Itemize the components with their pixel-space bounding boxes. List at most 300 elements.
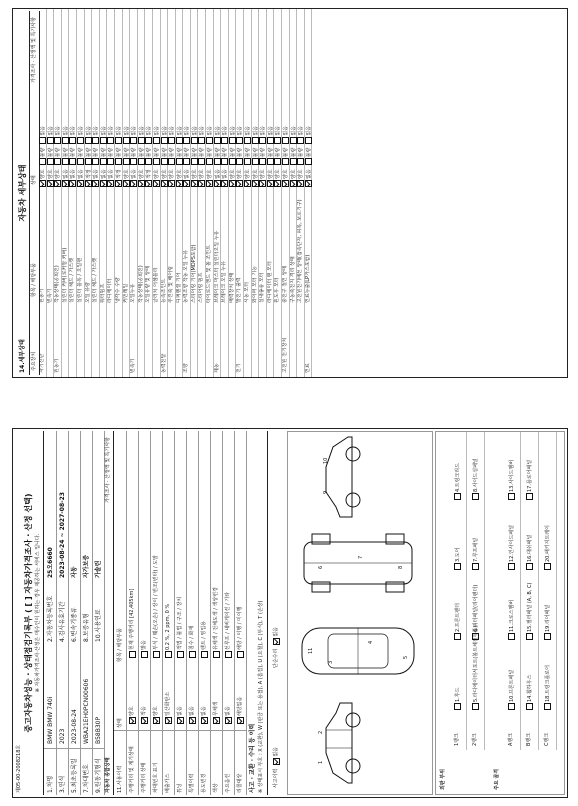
- frame-title: 주요 골격: [494, 768, 500, 790]
- detail-alt-checkbox[interactable]: [244, 137, 251, 144]
- detail-option-text: 없음: [229, 125, 236, 136]
- detail-status-text: 적정: [85, 169, 92, 179]
- rank-checkbox[interactable]: [544, 703, 551, 710]
- car-diagram-area: [287, 431, 433, 795]
- detail-option-text: 없음: [207, 125, 214, 136]
- detail-option-text: 불량: [176, 147, 183, 158]
- status-value: [222, 706, 234, 731]
- detail-checkbox[interactable]: [54, 180, 61, 187]
- accident-label: 단순수리: [273, 648, 279, 668]
- status-detail-checkbox[interactable]: [141, 651, 148, 658]
- detail-status-text: 양호: [252, 169, 259, 179]
- detail-status-text: 없음: [214, 169, 221, 179]
- detail-option-text: 불량: [47, 147, 54, 158]
- detail-checkbox[interactable]: [130, 180, 137, 187]
- detail-status-text: 양호: [55, 169, 62, 179]
- detail-row: [282, 9, 290, 377]
- detail-alt-checkbox[interactable]: [107, 137, 114, 144]
- detail-checkbox[interactable]: [161, 180, 168, 187]
- detail-row: [168, 9, 176, 377]
- detail-row: [267, 9, 275, 377]
- detail-checkbox[interactable]: [115, 180, 122, 187]
- detail-checkbox[interactable]: [290, 180, 297, 187]
- status-value-text: 양호: [153, 706, 159, 716]
- rank-label: C랭크: [544, 732, 550, 746]
- detail-alt-checkbox[interactable]: [305, 137, 312, 144]
- detail-alt-checkbox[interactable]: [221, 137, 228, 144]
- doc-code: 제05-00-2008218호: [16, 744, 22, 793]
- detail-row: [290, 9, 298, 377]
- detail-alt-checkbox[interactable]: [130, 137, 137, 144]
- rank-item: [454, 688, 461, 714]
- detail-title: 자동차 세부상태: [18, 164, 27, 222]
- detail-alt-checkbox[interactable]: [176, 158, 183, 165]
- detail-alt-checkbox[interactable]: [77, 158, 84, 165]
- detail-alt-checkbox[interactable]: [290, 158, 297, 165]
- detail-status-text: 양호: [40, 169, 46, 179]
- detail-alt-checkbox[interactable]: [297, 158, 304, 165]
- detail-alt-checkbox[interactable]: [214, 158, 221, 165]
- status-checkbox[interactable]: [201, 717, 208, 724]
- detail-alt-checkbox[interactable]: [267, 158, 274, 165]
- detail-option-text: 없음: [245, 125, 252, 136]
- detail-alt-checkbox[interactable]: [183, 137, 190, 144]
- detail-checkbox[interactable]: [62, 180, 69, 187]
- detail-checkbox[interactable]: [221, 180, 228, 187]
- basic-extra-label: 2.자동차등록번호: [46, 595, 54, 642]
- basic-label: 9.원동기형식: [92, 748, 104, 795]
- detail-checkbox[interactable]: [259, 180, 266, 187]
- status-label: 배출가스: [162, 730, 174, 795]
- detail-checkbox[interactable]: [85, 180, 92, 187]
- rank-item: [472, 538, 479, 574]
- detail-row: [130, 9, 138, 377]
- detail-item: 구동축전지 격리 상태: [289, 256, 296, 303]
- detail-row: [69, 9, 77, 377]
- detail-status-text: 양호: [207, 169, 214, 179]
- status-detail-checkbox[interactable]: [213, 651, 220, 658]
- basic-label: 7.차대번호: [80, 748, 92, 795]
- rank-item: [508, 670, 515, 714]
- detail-checkbox[interactable]: [153, 180, 160, 187]
- status-value-text: 무채색: [213, 701, 219, 716]
- detail-checkbox[interactable]: [183, 180, 190, 187]
- detail-checkbox[interactable]: [77, 180, 84, 187]
- detail-alt-checkbox[interactable]: [252, 137, 259, 144]
- detail-checkbox[interactable]: [214, 180, 221, 187]
- detail-row: [236, 9, 244, 377]
- basic-label: 5.최초등록일: [68, 748, 80, 795]
- detail-item: 클러치 어셈블리: [152, 267, 159, 303]
- accident-checkbox[interactable]: [273, 638, 280, 645]
- detail-alt-checkbox[interactable]: [214, 137, 221, 144]
- detail-checkbox[interactable]: [47, 180, 54, 187]
- detail-checkbox[interactable]: [123, 180, 130, 187]
- rank-item-label: 10.프론트패널: [509, 669, 515, 702]
- accident-checkbox[interactable]: [273, 758, 280, 765]
- detail-item: 브레이크 마스터 실린더오일 누유: [213, 230, 220, 303]
- status-checkbox[interactable]: [237, 717, 244, 724]
- detail-option-text: 불량: [153, 147, 160, 158]
- detail-option-text: 없음: [305, 125, 312, 136]
- rank-item: [526, 460, 533, 504]
- detail-checkbox[interactable]: [267, 180, 274, 187]
- detail-option-text: 불량: [131, 147, 138, 158]
- detail-checkbox[interactable]: [92, 180, 99, 187]
- rank-checkbox[interactable]: [508, 563, 515, 570]
- detail-alt-checkbox[interactable]: [176, 137, 183, 144]
- detail-checkbox[interactable]: [168, 180, 175, 187]
- diagram-number: 9: [323, 490, 329, 494]
- detail-alt-checkbox[interactable]: [244, 158, 251, 165]
- detail-status: [221, 126, 229, 191]
- detail-alt-checkbox[interactable]: [191, 158, 198, 165]
- rank-checkbox[interactable]: [508, 493, 515, 500]
- status-detail: [126, 589, 138, 665]
- detail-alt-checkbox[interactable]: [198, 158, 205, 165]
- detail-checkbox[interactable]: [236, 180, 243, 187]
- detail-item: 타이로드엔드 및 볼 조인트: [206, 245, 213, 303]
- basic-info-table: [43, 431, 104, 795]
- detail-alt-checkbox[interactable]: [168, 158, 175, 165]
- detail-alt-checkbox[interactable]: [123, 137, 130, 144]
- rank-checkbox[interactable]: [472, 493, 479, 500]
- detail-row: [305, 9, 313, 377]
- rank-divider: [556, 432, 557, 750]
- detail-alt-checkbox[interactable]: [47, 158, 54, 165]
- detail-status: [259, 126, 267, 191]
- status-detail: [138, 640, 150, 665]
- status-value: [114, 718, 126, 731]
- status-detail: [162, 604, 174, 665]
- detail-alt-checkbox[interactable]: [130, 158, 137, 165]
- detail-item: 작동상태(공회전): [54, 265, 61, 303]
- detail-checkbox[interactable]: [252, 180, 259, 187]
- status-detail: [186, 626, 198, 665]
- detail-group: 제동: [213, 363, 220, 373]
- detail-item: 등속조인트: [160, 278, 167, 303]
- detail-row: [107, 9, 115, 377]
- detail-status: [85, 126, 93, 191]
- detail-alt-checkbox[interactable]: [62, 137, 69, 144]
- detail-alt-checkbox[interactable]: [229, 137, 236, 144]
- detail-alt-checkbox[interactable]: [274, 137, 281, 144]
- detail-option-text: 불량: [275, 147, 282, 158]
- status-checkbox[interactable]: [165, 717, 172, 724]
- status-detail-checkbox[interactable]: [165, 651, 172, 658]
- status-value-text: 상태: [117, 718, 123, 728]
- detail-checkbox[interactable]: [297, 180, 304, 187]
- rank-checkbox[interactable]: [454, 703, 461, 710]
- detail-option-text: 불량: [283, 147, 289, 158]
- rank-checkbox[interactable]: [526, 633, 533, 640]
- rank-checkbox[interactable]: [454, 633, 461, 640]
- detail-alt-checkbox[interactable]: [282, 158, 289, 165]
- detail-status-text: 양호: [123, 169, 130, 179]
- status-label: 튜닝: [174, 730, 186, 795]
- detail-status-text: 양호: [290, 169, 297, 179]
- status-detail-checkbox[interactable]: [225, 651, 232, 658]
- header-status: 상태: [31, 175, 37, 185]
- detail-alt-checkbox[interactable]: [236, 158, 243, 165]
- status-value-text: 일산화탄소: [165, 691, 171, 716]
- detail-alt-checkbox[interactable]: [123, 158, 130, 165]
- detail-option-text: 불량: [252, 147, 259, 158]
- detail-alt-checkbox[interactable]: [267, 137, 274, 144]
- rank-checkbox[interactable]: [472, 633, 479, 640]
- detail-item: 동력조향 작동 오일 누유: [183, 249, 190, 303]
- status-detail-checkbox[interactable]: [129, 651, 136, 658]
- rank-checkbox[interactable]: [526, 563, 533, 570]
- detail-item: 냉각수 수량: [114, 277, 121, 303]
- detail-checkbox[interactable]: [100, 180, 107, 187]
- detail-checkbox[interactable]: [39, 180, 46, 187]
- status-value: [150, 706, 162, 731]
- detail-option-text: 불량: [298, 147, 305, 158]
- detail-option-text: 없음: [260, 125, 267, 136]
- basic-value: B58B30P: [94, 716, 102, 744]
- status-detail-text: 적법 / 불법 / 구조 / 장치: [177, 596, 183, 650]
- detail-checkbox[interactable]: [138, 180, 145, 187]
- detail-alt-checkbox[interactable]: [259, 158, 266, 165]
- rank-checkbox[interactable]: [508, 633, 515, 640]
- detail-alt-checkbox[interactable]: [145, 137, 152, 144]
- detail-checkbox[interactable]: [69, 180, 76, 187]
- detail-alt-checkbox[interactable]: [62, 158, 69, 165]
- detail-row: [274, 9, 282, 377]
- detail-item: 실린더 커버(로커암 커버): [61, 247, 68, 303]
- rank-checkbox[interactable]: [472, 563, 479, 570]
- detail-alt-checkbox[interactable]: [305, 158, 312, 165]
- status-detail-checkbox[interactable]: [201, 651, 208, 658]
- status-label: 주행거리 및 계기상태: [126, 730, 138, 795]
- detail-alt-checkbox[interactable]: [107, 158, 114, 165]
- detail-status-text: 양호: [298, 169, 305, 179]
- inspection-page-2: [12, 8, 568, 378]
- detail-alt-checkbox[interactable]: [69, 158, 76, 165]
- basic-value: BMW BMW 740i: [46, 696, 54, 744]
- detail-alt-checkbox[interactable]: [100, 158, 107, 165]
- detail-alt-checkbox[interactable]: [206, 137, 213, 144]
- detail-item: 배력장치 상태: [228, 272, 235, 303]
- detail-option-text: 없음: [298, 125, 305, 136]
- detail-status: [252, 126, 260, 191]
- status-detail-checkbox[interactable]: [177, 651, 184, 658]
- accident-item: [270, 747, 282, 791]
- rank-item: [508, 460, 515, 504]
- detail-alt-checkbox[interactable]: [259, 137, 266, 144]
- status-checkbox[interactable]: [225, 717, 232, 724]
- detail-alt-checkbox[interactable]: [153, 158, 160, 165]
- detail-checkbox[interactable]: [176, 180, 183, 187]
- status-detail: [198, 621, 210, 665]
- detail-status: [236, 126, 244, 191]
- detail-checkbox[interactable]: [206, 180, 213, 187]
- detail-status: [297, 126, 305, 191]
- detail-alt-checkbox[interactable]: [161, 158, 168, 165]
- detail-item: 발전기 출력: [236, 277, 243, 303]
- detail-status-text: 적정: [115, 169, 122, 179]
- detail-alt-checkbox[interactable]: [221, 158, 228, 165]
- status-checkbox[interactable]: [141, 717, 148, 724]
- detail-option-text: 없음: [108, 125, 115, 136]
- detail-option-text: 불량: [267, 147, 274, 158]
- detail-status: [161, 126, 169, 191]
- detail-status-text: 양호: [161, 169, 168, 179]
- detail-status: [145, 126, 153, 191]
- accident-label: 사고이력: [273, 768, 279, 788]
- detail-alt-checkbox[interactable]: [138, 158, 145, 165]
- detail-alt-checkbox[interactable]: [236, 137, 243, 144]
- rank-item: [526, 675, 533, 714]
- detail-alt-checkbox[interactable]: [69, 137, 76, 144]
- status-checkbox[interactable]: [153, 717, 160, 724]
- detail-checkbox[interactable]: [229, 180, 236, 187]
- detail-status-text: 양호: [47, 169, 54, 179]
- rank-item: [472, 585, 479, 644]
- rank-checkbox[interactable]: [472, 703, 479, 710]
- detail-status: [77, 126, 85, 191]
- detail-alt-checkbox[interactable]: [85, 137, 92, 144]
- detail-group: 동력전달: [160, 353, 167, 373]
- status-value-text: 없음: [189, 706, 195, 716]
- detail-alt-checkbox[interactable]: [168, 137, 175, 144]
- status-label: 주요옵션: [222, 730, 234, 795]
- rank-divider: [538, 432, 539, 750]
- status-detail-checkbox[interactable]: [189, 651, 196, 658]
- detail-item: 워터펌프: [99, 283, 106, 303]
- detail-alt-checkbox[interactable]: [206, 158, 213, 165]
- detail-alt-checkbox[interactable]: [297, 137, 304, 144]
- detail-item: 실내송풍 모터: [259, 272, 266, 303]
- basic-value: 2023: [58, 728, 66, 744]
- detail-option-text: 불량: [62, 147, 69, 158]
- detail-alt-checkbox[interactable]: [282, 137, 289, 144]
- status-checkbox[interactable]: [189, 717, 196, 724]
- detail-alt-checkbox[interactable]: [85, 158, 92, 165]
- status-label: 특별이력: [186, 730, 198, 795]
- detail-checkbox[interactable]: [191, 180, 198, 187]
- detail-checkbox[interactable]: [107, 180, 114, 187]
- detail-status-text: 양호: [260, 169, 267, 179]
- rank-item-label: 11.크로스멤버: [509, 599, 515, 632]
- detail-status: [206, 126, 214, 191]
- detail-row: [123, 9, 131, 377]
- detail-alt-checkbox[interactable]: [161, 137, 168, 144]
- rank-checkbox[interactable]: [508, 703, 515, 710]
- status-checkbox[interactable]: [177, 717, 184, 724]
- detail-checkbox[interactable]: [145, 180, 152, 187]
- detail-option-text: 불량: [237, 147, 244, 158]
- diagram-number: 4: [368, 640, 374, 644]
- detail-alt-checkbox[interactable]: [115, 137, 122, 144]
- detail-item: 오일유량 및 상태: [145, 266, 152, 303]
- detail-alt-checkbox[interactable]: [290, 137, 297, 144]
- detail-status-text: 양호: [138, 169, 145, 179]
- detail-alt-checkbox[interactable]: [92, 158, 99, 165]
- detail-option-text: 없음: [199, 125, 206, 136]
- detail-row: [191, 9, 199, 377]
- rank-item: [508, 600, 515, 644]
- page-title: 중고자동차성능 · 상태점검기록부 ( [ ] 자동차가격조사 · 산정 선택): [24, 493, 33, 733]
- detail-alt-checkbox[interactable]: [274, 158, 281, 165]
- detail-alt-checkbox[interactable]: [183, 158, 190, 165]
- detail-status-text: 없음: [77, 169, 84, 179]
- status-detail-checkbox[interactable]: [153, 651, 160, 658]
- detail-alt-checkbox[interactable]: [252, 158, 259, 165]
- detail-checkbox[interactable]: [274, 180, 281, 187]
- detail-option-text: 없음: [252, 125, 259, 136]
- detail-row: [244, 9, 252, 377]
- detail-option-text: 없음: [237, 125, 244, 136]
- detail-option-text: 없음: [115, 125, 122, 136]
- detail-status-text: 양호: [176, 169, 183, 179]
- detail-item: 추진축 및 베어링: [168, 266, 175, 303]
- detail-checkbox[interactable]: [282, 180, 289, 187]
- detail-option-text: 불량: [55, 147, 62, 158]
- detail-alt-checkbox[interactable]: [47, 137, 54, 144]
- diagram-number: 8: [398, 565, 404, 569]
- detail-status-text: 양호: [191, 169, 198, 179]
- status-detail-text: 선루프 / 내비게이션 / 기타: [225, 591, 231, 650]
- detail-alt-checkbox[interactable]: [145, 158, 152, 165]
- header-device: 주요장치: [31, 351, 37, 371]
- detail-status: [290, 126, 298, 191]
- status-value-text: 양호: [129, 706, 135, 716]
- status-detail-checkbox[interactable]: [237, 651, 244, 658]
- status-detail-text: 렌트 / 영업용: [201, 620, 207, 650]
- detail-option-text: 불량: [191, 147, 198, 158]
- detail-option-text: 없음: [290, 125, 297, 136]
- detail-checkbox[interactable]: [198, 180, 205, 187]
- detail-alt-checkbox[interactable]: [229, 158, 236, 165]
- detail-alt-checkbox[interactable]: [77, 137, 84, 144]
- detail-status-text: 양호: [237, 169, 244, 179]
- detail-alt-checkbox[interactable]: [115, 158, 122, 165]
- rank-checkbox[interactable]: [526, 493, 533, 500]
- detail-alt-checkbox[interactable]: [100, 137, 107, 144]
- rank-item-label: 19.리어패널: [545, 604, 551, 632]
- detail-checkbox[interactable]: [244, 180, 251, 187]
- detail-row: [47, 9, 55, 377]
- detail-item: 윈도우 모터: [274, 277, 281, 303]
- detail-checkbox[interactable]: [305, 180, 312, 187]
- rank-checkbox[interactable]: [454, 563, 461, 570]
- detail-alt-checkbox[interactable]: [54, 137, 61, 144]
- detail-alt-checkbox[interactable]: [39, 158, 46, 165]
- rank-checkbox[interactable]: [454, 493, 461, 500]
- detail-status-text: 없음: [100, 169, 107, 179]
- status-checkbox[interactable]: [129, 717, 136, 724]
- detail-alt-checkbox[interactable]: [198, 137, 205, 144]
- status-label: 리콜대상: [234, 730, 246, 795]
- detail-alt-checkbox[interactable]: [54, 158, 61, 165]
- status-checkbox[interactable]: [213, 717, 220, 724]
- detail-status-text: 양호: [153, 169, 160, 179]
- detail-alt-checkbox[interactable]: [153, 137, 160, 144]
- detail-alt-checkbox[interactable]: [138, 137, 145, 144]
- detail-row: [176, 9, 184, 377]
- status-detail: [234, 606, 246, 665]
- detail-alt-checkbox[interactable]: [191, 137, 198, 144]
- rank-checkbox[interactable]: [544, 563, 551, 570]
- detail-alt-checkbox[interactable]: [39, 137, 46, 144]
- detail-alt-checkbox[interactable]: [92, 137, 99, 144]
- rank-checkbox[interactable]: [526, 703, 533, 710]
- detail-group: 전기: [236, 363, 243, 373]
- rank-checkbox[interactable]: [544, 633, 551, 640]
- rank-item-label: 18.트렁크플로어: [545, 665, 551, 702]
